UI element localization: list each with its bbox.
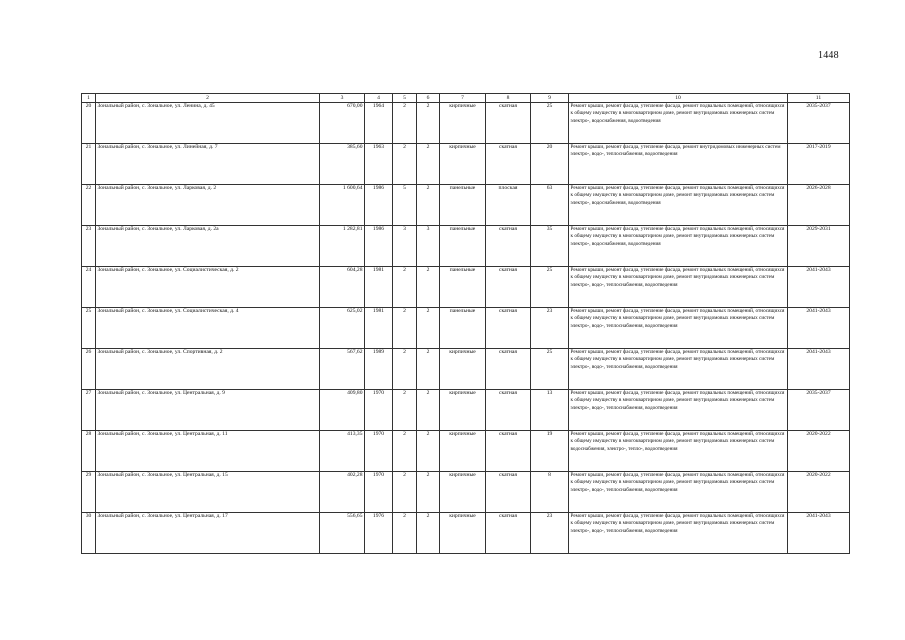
repair-works-cell: Ремонт крыши, ремонт фасада, утепление фасада, ремонт подвальных помещений, относящихся к общему имуществу в многоквартирном доме, ремонт внутридомовых инженерных систем электро-, водо-, теплоснабжения, водоотведения	[569, 513, 788, 554]
table-row	[82, 267, 850, 308]
row-number: 20	[82, 103, 96, 144]
col5-cell: 2	[393, 513, 417, 554]
repair-works-cell: Ремонт крыши, ремонт фасада, утепление фасада, ремонт подвальных помещений, относящихся к общему имуществу в многоквартирном доме, ремонт внутридомовых инженерных систем электро-, водо-, теплоснабжения, водоотведения	[569, 390, 788, 431]
column-header: 7	[440, 94, 486, 103]
wall-material-cell: кирпичные	[440, 103, 486, 144]
table-row	[82, 472, 850, 513]
repair-period-cell: 2041-2043	[788, 267, 850, 308]
address-cell: Зональный район, с. Зональное, ул. Центральная, д. 11	[96, 431, 320, 472]
column-header: 4	[365, 94, 393, 103]
col9-cell: 23	[531, 308, 569, 349]
col6-cell: 2	[417, 472, 440, 513]
area-cell: 670,00	[320, 103, 365, 144]
repair-works-cell: Ремонт крыши, ремонт фасада, утепление фасада, ремонт внутридомовых инженерных систем электро-, водо-, теплоснабжения, водоотведения	[569, 144, 788, 185]
col6-cell: 3	[417, 226, 440, 267]
repair-period-cell: 2026-2028	[788, 185, 850, 226]
column-header: 10	[569, 94, 788, 103]
roof-type-cell: скатная	[486, 472, 531, 513]
row-number: 24	[82, 267, 96, 308]
col5-cell: 2	[393, 308, 417, 349]
table-row	[82, 144, 850, 185]
repair-works-cell: Ремонт крыши, ремонт фасада, утепление фасада, ремонт подвальных помещений, относящихся к общему имуществу в многоквартирном доме, ремонт внутридомовых инженерных систем водоснабжения, электро-, тепло-, водоотведения	[569, 431, 788, 472]
repair-works-cell: Ремонт крыши, ремонт фасада, утепление фасада, ремонт подвальных помещений, относящихся к общему имуществу в многоквартирном доме, ремонт внутридомовых инженерных систем электро-, водоснабжения, водоотведения	[569, 185, 788, 226]
area-cell: 413,35	[320, 431, 365, 472]
address-cell: Зональный район, с. Зональное, ул. Социалистическая, д. 4	[96, 308, 320, 349]
row-number: 26	[82, 349, 96, 390]
repair-period-cell: 2035-2037	[788, 390, 850, 431]
wall-material-cell: кирпичные	[440, 431, 486, 472]
housing-repair-table	[81, 93, 850, 554]
year-cell: 1986	[365, 185, 393, 226]
col6-cell: 2	[417, 513, 440, 554]
row-number: 21	[82, 144, 96, 185]
year-cell: 1976	[365, 513, 393, 554]
year-cell: 1964	[365, 103, 393, 144]
column-header: 11	[788, 94, 850, 103]
row-number: 28	[82, 431, 96, 472]
wall-material-cell: панельные	[440, 226, 486, 267]
wall-material-cell: кирпичные	[440, 390, 486, 431]
roof-type-cell: скатная	[486, 103, 531, 144]
wall-material-cell: кирпичные	[440, 349, 486, 390]
area-cell: 567,62	[320, 349, 365, 390]
wall-material-cell: кирпичные	[440, 144, 486, 185]
area-cell: 402,28	[320, 472, 365, 513]
col9-cell: 35	[531, 226, 569, 267]
col6-cell: 2	[417, 144, 440, 185]
roof-type-cell: плоская	[486, 185, 531, 226]
area-cell: 625,02	[320, 308, 365, 349]
address-cell: Зональный район, с. Зональное, ул. Ларковая, д. 2	[96, 185, 320, 226]
table-row	[82, 308, 850, 349]
area-cell: 556,65	[320, 513, 365, 554]
col6-cell: 2	[417, 185, 440, 226]
repair-period-cell: 2029-2031	[788, 226, 850, 267]
roof-type-cell: скатная	[486, 431, 531, 472]
table-body	[82, 103, 850, 554]
col5-cell: 2	[393, 472, 417, 513]
table-row	[82, 226, 850, 267]
col5-cell: 2	[393, 144, 417, 185]
wall-material-cell: панельные	[440, 308, 486, 349]
area-cell: 1 600,64	[320, 185, 365, 226]
col5-cell: 2	[393, 267, 417, 308]
year-cell: 1963	[365, 144, 393, 185]
table-row	[82, 513, 850, 554]
repair-works-cell: Ремонт крыши, ремонт фасада, утепление фасада, ремонт подвальных помещений, относящихся к общему имуществу в многоквартирном доме, ремонт внутридомовых инженерных систем электро-, водоснабжения, водоотведения	[569, 226, 788, 267]
col6-cell: 2	[417, 103, 440, 144]
column-header: 1	[82, 94, 96, 103]
col9-cell: 20	[531, 144, 569, 185]
column-header: 3	[320, 94, 365, 103]
row-number: 25	[82, 308, 96, 349]
repair-period-cell: 2041-2043	[788, 349, 850, 390]
col9-cell: 25	[531, 103, 569, 144]
repair-works-cell: Ремонт крыши, ремонт фасада, утепление фасада, ремонт подвальных помещений, относящихся к общему имуществу в многоквартирном доме, ремонт внутридомовых инженерных систем электро-, водо-, теплоснабжения, водоотведения	[569, 308, 788, 349]
col5-cell: 2	[393, 103, 417, 144]
col9-cell: 25	[531, 349, 569, 390]
row-number: 22	[82, 185, 96, 226]
col6-cell: 2	[417, 431, 440, 472]
address-cell: Зональный район, с. Зональное, ул. Центральная, д. 17	[96, 513, 320, 554]
year-cell: 1989	[365, 349, 393, 390]
col5-cell: 2	[393, 349, 417, 390]
roof-type-cell: скатная	[486, 308, 531, 349]
year-cell: 1981	[365, 308, 393, 349]
row-number: 27	[82, 390, 96, 431]
table-row	[82, 431, 850, 472]
col5-cell: 5	[393, 185, 417, 226]
table-row	[82, 390, 850, 431]
page-number: 1448	[818, 50, 839, 61]
table-row	[82, 103, 850, 144]
col5-cell: 2	[393, 431, 417, 472]
repair-period-cell: 2035-2037	[788, 103, 850, 144]
column-number-row	[82, 94, 850, 103]
address-cell: Зональный район, с. Зональное, ул. Социалистическая, д. 2	[96, 267, 320, 308]
col9-cell: 23	[531, 513, 569, 554]
repair-period-cell: 2041-2043	[788, 308, 850, 349]
roof-type-cell: скатная	[486, 144, 531, 185]
wall-material-cell: кирпичные	[440, 513, 486, 554]
col9-cell: 13	[531, 390, 569, 431]
col5-cell: 3	[393, 226, 417, 267]
repair-period-cell: 2020-2022	[788, 431, 850, 472]
address-cell: Зональный район, с. Зональное, ул. Линейная, д. 7	[96, 144, 320, 185]
repair-works-cell: Ремонт крыши, ремонт фасада, утепление фасада, ремонт подвальных помещений, относящихся к общему имуществу в многоквартирном доме, ремонт внутридомовых инженерных систем электро-, водо-, теплоснабжения, водоотведения	[569, 267, 788, 308]
wall-material-cell: кирпичные	[440, 472, 486, 513]
table-row	[82, 185, 850, 226]
col9-cell: 25	[531, 267, 569, 308]
address-cell: Зональный район, с. Зональное, ул. Ленина, д. 45	[96, 103, 320, 144]
repair-works-cell: Ремонт крыши, ремонт фасада, утепление фасада, ремонт подвальных помещений, относящихся к общему имуществу в многоквартирном доме, ремонт внутридомовых инженерных систем электро-, водо-, теплоснабжения, водоотведения	[569, 349, 788, 390]
col6-cell: 2	[417, 267, 440, 308]
row-number: 23	[82, 226, 96, 267]
area-cell: 1 282,81	[320, 226, 365, 267]
repair-works-cell: Ремонт крыши, ремонт фасада, утепление фасада, ремонт подвальных помещений, относящихся к общему имуществу в многоквартирном доме, ремонт внутридомовых инженерных систем электро-, водоснабжения, водоотведения	[569, 103, 788, 144]
column-header: 6	[417, 94, 440, 103]
col9-cell: 8	[531, 472, 569, 513]
area-cell: 409,80	[320, 390, 365, 431]
repair-period-cell: 2017-2019	[788, 144, 850, 185]
column-header: 2	[96, 94, 320, 103]
roof-type-cell: скатная	[486, 226, 531, 267]
roof-type-cell: скатная	[486, 349, 531, 390]
year-cell: 1970	[365, 472, 393, 513]
address-cell: Зональный район, с. Зональное, ул. Ларковая, д. 2а	[96, 226, 320, 267]
col6-cell: 2	[417, 349, 440, 390]
wall-material-cell: панельные	[440, 267, 486, 308]
column-header: 8	[486, 94, 531, 103]
column-header: 9	[531, 94, 569, 103]
address-cell: Зональный район, с. Зональное, ул. Спортивная, д. 2	[96, 349, 320, 390]
address-cell: Зональный район, с. Зональное, ул. Центральная, д. 15	[96, 472, 320, 513]
column-header: 5	[393, 94, 417, 103]
roof-type-cell: скатная	[486, 267, 531, 308]
col9-cell: 19	[531, 431, 569, 472]
col9-cell: 63	[531, 185, 569, 226]
year-cell: 1986	[365, 226, 393, 267]
col6-cell: 2	[417, 308, 440, 349]
table-row	[82, 349, 850, 390]
roof-type-cell: скатная	[486, 390, 531, 431]
row-number: 29	[82, 472, 96, 513]
row-number: 30	[82, 513, 96, 554]
area-cell: 604,28	[320, 267, 365, 308]
area-cell: 385,60	[320, 144, 365, 185]
col6-cell: 2	[417, 390, 440, 431]
year-cell: 1970	[365, 431, 393, 472]
year-cell: 1970	[365, 390, 393, 431]
address-cell: Зональный район, с. Зональное, ул. Центральная, д. 9	[96, 390, 320, 431]
repair-period-cell: 2041-2043	[788, 513, 850, 554]
repair-works-cell: Ремонт крыши, ремонт фасада, утепление фасада, ремонт подвальных помещений, относящихся к общему имуществу в многоквартирном доме, ремонт внутридомовых инженерных систем электро-, водо-, теплоснабжения, водоотведения	[569, 472, 788, 513]
roof-type-cell: скатная	[486, 513, 531, 554]
col5-cell: 2	[393, 390, 417, 431]
wall-material-cell: панельные	[440, 185, 486, 226]
year-cell: 1981	[365, 267, 393, 308]
repair-period-cell: 2020-2022	[788, 472, 850, 513]
